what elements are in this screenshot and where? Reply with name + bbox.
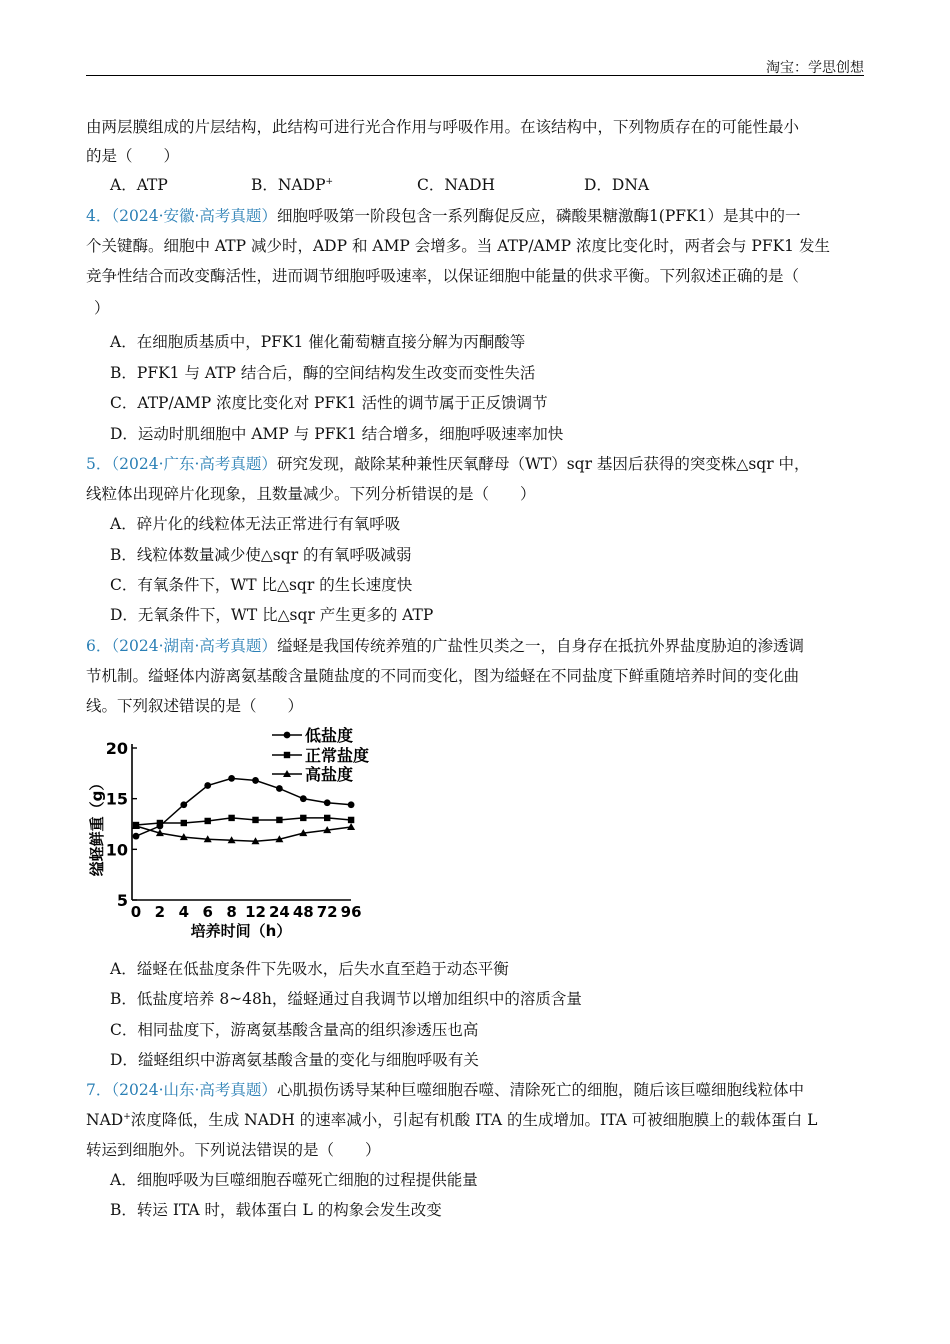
q4-stem-line1: [86, 204, 800, 226]
legend-marker-square: [284, 752, 290, 758]
data-point-square: [276, 817, 282, 823]
q7-nad-sup: +: [123, 1111, 131, 1122]
data-point-square: [205, 818, 211, 824]
data-point-circle: [300, 795, 307, 802]
data-point-square: [300, 815, 306, 821]
data-point-square: [252, 817, 258, 823]
q5-option-d: D．无氧条件下，WT 比△sqr 产生更多的 ATP: [110, 606, 434, 624]
q7-stem-line3: 转运到细胞外。下列说法错误的是（ ）: [86, 1141, 381, 1159]
x-tick-label: 72: [316, 903, 338, 921]
q5-option-c: C．有氧条件下，WT 比△sqr 的生长速度快: [110, 576, 413, 594]
q3-stem-line1: 由两层膜组成的片层结构，此结构可进行光合作用与呼吸作用。在该结构中，下列物质存在的可能性最小: [86, 118, 800, 136]
y-tick-label: 5: [116, 891, 128, 910]
data-point-circle: [180, 801, 187, 808]
q3-option-a: A．ATP: [110, 176, 168, 194]
x-tick-label: 6: [202, 903, 213, 921]
q4-stem-line2: 个关键酶。细胞中 ATP 减少时，ADP 和 AMP 会增多。当 ATP/AMP 浓度比变化时，两者会与 PFK1 发生: [86, 237, 830, 255]
q5-option-b: B．线粒体数量减少使△sqr 的有氧呼吸减弱: [110, 546, 412, 564]
q3-option-d: D．DNA: [584, 176, 650, 194]
header-shop-text: 淘宝：学思创想: [766, 60, 864, 76]
x-axis-title: 培养时间（h）: [190, 922, 292, 940]
series-line-triangle: [136, 826, 351, 841]
x-tick-label: 8: [226, 903, 237, 921]
q5-number: 5．: [86, 455, 112, 473]
data-point-square: [324, 815, 330, 821]
q3-option-b: B．NADP+: [251, 176, 334, 194]
data-point-triangle: [347, 823, 355, 830]
q4-number: 4．: [86, 207, 112, 225]
data-point-circle: [252, 777, 259, 784]
q6-option-b: B．低盐度培养 8~48h，缢蛏通过自我调节以增加组织中的溶质含量: [110, 990, 582, 1008]
x-tick-label: 48: [292, 903, 314, 921]
data-point-square: [348, 817, 354, 823]
data-point-circle: [228, 775, 235, 782]
q5-source: （2024·广东·高考真题）: [111, 455, 277, 473]
header-rule: [86, 75, 864, 76]
q6-option-c: C．相同盐度下，游离氨基酸含量高的组织渗透压也高: [110, 1021, 479, 1039]
q4-option-c: C．ATP/AMP 浓度比变化对 PFK1 活性的调节属于正反馈调节: [110, 394, 548, 412]
legend-marker-circle: [284, 732, 291, 739]
legend-label: 低盐度: [305, 726, 354, 745]
data-point-square: [181, 820, 187, 826]
data-point-circle: [348, 801, 355, 808]
x-tick-label: 2: [154, 903, 166, 921]
series-line-circle: [136, 778, 351, 836]
q6-source: （2024·湖南·高考真题）: [111, 637, 277, 655]
q4-option-a: A．在细胞质基质中，PFK1 催化葡萄糖直接分解为丙酮酸等: [110, 333, 526, 351]
q4-source: （2024·安徽·高考真题）: [111, 207, 277, 225]
q4-stem-line3: 竞争性结合而改变酶活性，进而调节细胞呼吸速率，以保证细胞中能量的供求平衡。下列叙述正确的是（: [86, 267, 800, 285]
q7-stem-line1: [86, 1078, 804, 1100]
data-point-square: [228, 815, 234, 821]
fresh-weight-chart: [86, 724, 386, 944]
q7-stem-text: 心肌损伤诱导某种巨噬细胞吞噬、清除死亡的细胞，随后该巨噬细胞线粒体中: [276, 1081, 804, 1099]
data-point-circle: [324, 799, 331, 806]
data-point-circle: [133, 833, 140, 840]
q4-option-b: B．PFK1 与 ATP 结合后，酶的空间结构发生改变而变性失活: [110, 364, 536, 382]
q6-stem-line2: 节机制。缢蛏体内游离氨基酸含量随盐度的不同而变化，图为缢蛏在不同盐度下鲜重随培养时间的变化曲: [86, 667, 800, 685]
q7-option-b: B．转运 ITA 时，载体蛋白 L 的构象会发生改变: [110, 1201, 442, 1219]
q6-number: 6．: [86, 637, 112, 655]
x-tick-label: 12: [245, 903, 266, 921]
q6-stem-line1: [86, 634, 804, 656]
q5-stem-line2: 线粒体出现碎片化现象，且数量减少。下列分析错误的是（ ）: [86, 485, 536, 503]
q5-option-a: A．碎片化的线粒体无法正常进行有氧呼吸: [110, 515, 401, 533]
q7-number: 7．: [86, 1081, 112, 1099]
q4-stem-line4: ）: [94, 299, 110, 317]
q7-nad: NAD: [86, 1111, 124, 1129]
q3-option-b-sup: +: [325, 176, 334, 187]
q6-option-d: D．缢蛏组织中游离氨基酸含量的变化与细胞呼吸有关: [110, 1051, 479, 1069]
x-tick-label: 96: [340, 903, 362, 921]
q3-stem-line2: 的是（ ）: [86, 147, 180, 165]
data-point-square: [157, 820, 163, 826]
y-tick-label: 10: [105, 840, 128, 860]
y-axis-title: 缢蛏鲜重（g）: [88, 775, 106, 877]
q7-stem-line2-text: 浓度降低，生成 NADH 的速率减小，引起有机酸 ITA 的生成增加。ITA 可被细胞膜上的载体蛋白 L: [130, 1111, 818, 1129]
data-point-circle: [276, 785, 283, 792]
q6-stem-line3: 线。下列叙述错误的是（ ）: [86, 697, 304, 715]
x-tick-label: 0: [130, 903, 142, 921]
q6-stem-text: 缢蛏是我国传统养殖的广盐性贝类之一，自身存在抵抗外界盐度胁迫的渗透调: [276, 637, 804, 655]
y-tick-label: 15: [105, 789, 128, 809]
x-tick-label: 24: [268, 903, 290, 921]
q7-option-a: A．细胞呼吸为巨噬细胞吞噬死亡细胞的过程提供能量: [110, 1171, 478, 1189]
q7-stem-line2: [86, 1108, 817, 1130]
legend-label: 正常盐度: [305, 746, 370, 765]
q6-option-a: A．缢蛏在低盐度条件下先吸水，后失水直至趋于动态平衡: [110, 960, 509, 978]
q4-stem-text: 细胞呼吸第一阶段包含一系列酶促反应，磷酸果糖激酶1(PFK1）是其中的一: [276, 207, 801, 225]
q5-stem-text: 研究发现，敲除某种兼性厌氧酵母（WT）sqr 基因后获得的突变株△sqr 中，: [276, 455, 810, 473]
x-tick-label: 4: [178, 903, 190, 921]
q4-option-d: D．运动时肌细胞中 AMP 与 PFK1 结合增多，细胞呼吸速率加快: [110, 425, 564, 443]
y-tick-label: 20: [105, 739, 128, 758]
data-point-circle: [204, 782, 211, 789]
q7-source: （2024·山东·高考真题）: [111, 1081, 277, 1099]
q5-stem-line1: [86, 452, 810, 474]
q3-option-c: C．NADH: [417, 176, 496, 194]
legend-label: 高盐度: [305, 765, 354, 784]
q3-options: [110, 173, 710, 193]
